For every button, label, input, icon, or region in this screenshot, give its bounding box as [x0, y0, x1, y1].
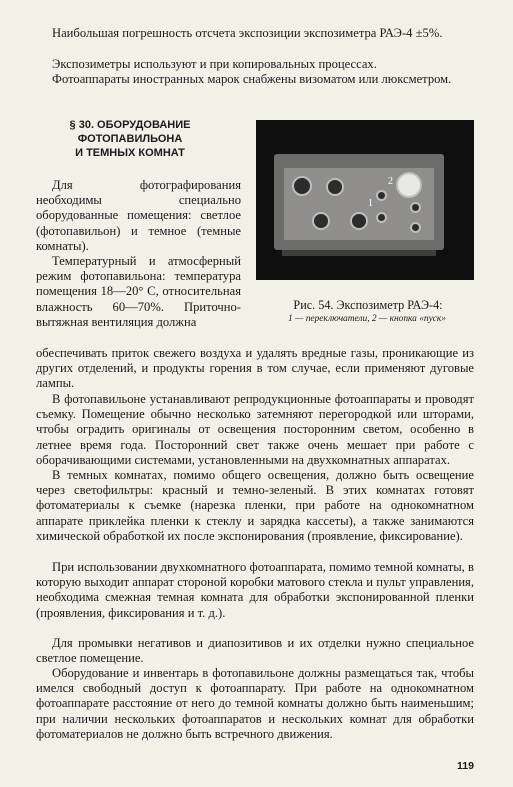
figure-legend: 1 — переключатели, 2 — кнопка «пуск»: [288, 314, 446, 324]
paragraph-darkrooms: В темных комнатах, помимо общего освещения, должно быть освещение через светофильтры: красный и темно-зеленый. В этих комнатах готовят фотоматериалы к съемке (нарезка пленки, при работе на однокомнатном аппарате приклейка пленки к стеклу и зарядка кассеты), а также занимаются химической обработкой их после экспонирования (проявление, фиксирование).: [36, 468, 474, 543]
section-heading-line: И ТЕМНЫХ КОМНАТ: [75, 147, 185, 159]
device-stand: [282, 250, 436, 256]
paragraph-ventilation: обеспечивать приток свежего воздуха и удалять вредные газы, проникающие из других отделений, и продукты горения в том случае, если применяют дуговые лампы.: [36, 346, 474, 391]
dial-knob: [326, 178, 344, 196]
paragraph-pavilion: В фотопавильоне устанавливают репродукционные фотоаппараты и проводят съемку. Помещение обычно несколько затемняют перегородкой или шторами, чтобы оградить оригиналы от освещения посторонним светом, особенно в летнее время года. Посторонний свет также очень мешает при работе с оборачивающими системами, установленными на двухкомнатных аппаратах.: [36, 392, 474, 467]
start-button-icon: [410, 222, 421, 233]
paragraph-copying: Экспозиметры используют и при копировальных процессах.: [52, 57, 377, 71]
paragraph-two-room-camera: При использовании двухкомнатного фотоаппарата, помимо темной комнаты, в которую выходит аппарат стороной коробки матового стекла и пульт управления, необходима смежная темная комната для обработки экспонированной пленки (проявления, фиксирования и т. д.).: [36, 560, 474, 620]
figure-label: 2: [388, 176, 393, 187]
meter-dial: [396, 172, 422, 198]
dial-knob: [292, 176, 312, 196]
device-front-panel: [284, 168, 434, 240]
paragraph-rooms: Для фотографирования необходимы специально оборудованные помещения: светлое (фотопавильон) и темное (темные комнаты).: [36, 178, 241, 253]
figure-label: 1: [368, 198, 373, 209]
paragraph-foreign-cameras: Фотоаппараты иностранных марок снабжены визоматом или люксметром.: [52, 72, 452, 86]
dial-knob: [350, 212, 368, 230]
paragraph-accuracy: Наибольшая погрешность отсчета экспозиции экспозиметра РАЭ-4 ±5%.: [52, 26, 443, 40]
page-number: 119: [457, 760, 474, 772]
paragraph-temperature: Температурный и атмосферный режим фотопавильона: температура помещения 18—20° С, относительная влажность 60—70%. Приточно-вытяжная вентиляция должна: [36, 254, 241, 329]
paragraph-washing: Для промывки негативов и диапозитивов и их отделки нужно специальное светлое помещение.: [36, 636, 474, 666]
switch-icon: [410, 202, 421, 213]
paragraph-equipment: Оборудование и инвентарь в фотопавильоне должны размещаться так, чтобы имелся свободный доступ к фотоаппарату. При работе на однокомнатном фотоаппарате расстояние от него до темной комнаты должно быть наименьшим; при наличии нескольких фотоаппаратов и нескольких комнат для обработки фотоматериалов не должно быть встречного движения.: [36, 666, 474, 741]
section-heading-line: ФОТОПАВИЛЬОНА: [77, 133, 183, 145]
section-heading: [50, 118, 210, 160]
section-heading-line: § 30. ОБОРУДОВАНИЕ: [69, 119, 191, 131]
figure-caption: Рис. 54. Экспозиметр РАЭ-4:: [293, 298, 443, 312]
exposure-meter-device: [274, 154, 444, 250]
dial-knob: [312, 212, 330, 230]
switch-icon: [376, 212, 387, 223]
exposure-meter-photo: [256, 120, 474, 280]
switch-icon: [376, 190, 387, 201]
